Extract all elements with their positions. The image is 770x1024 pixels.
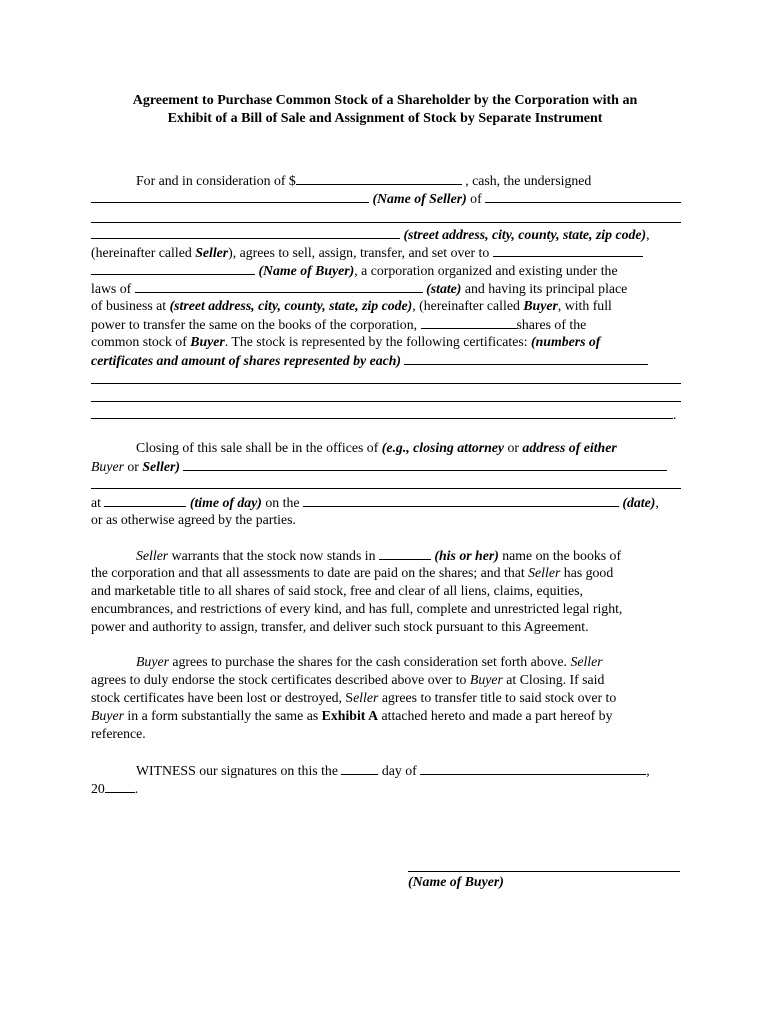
- common-stock-text: common stock of: [91, 334, 187, 349]
- comma-3: ,: [646, 763, 650, 778]
- period: .: [673, 407, 677, 422]
- reference-text: reference.: [91, 726, 146, 741]
- name-on-books-text: name on the books of: [502, 548, 622, 563]
- shares-of-text: shares of the: [516, 317, 587, 332]
- certificates-blank-4[interactable]: [91, 405, 673, 419]
- or-text-2: or: [127, 459, 139, 474]
- laws-of-text: laws of: [91, 281, 132, 296]
- p1-line-11: [91, 351, 681, 369]
- eg-closing-attorney: (e.g., closing attorney: [381, 440, 505, 455]
- p1-line-9: [91, 315, 681, 333]
- p1-line-14: [91, 405, 681, 423]
- certificates-blank-line-3[interactable]: [91, 401, 681, 402]
- encumbrances-text: encumbrances, and restrictions of every kind, and has full, complete and unrestricted legal right,: [91, 601, 623, 616]
- street-address-label: (street address, city, county, state, zip code): [403, 227, 647, 242]
- power-authority-text: power and authority to assign, transfer, and deliver such stock pursuant to this Agreement.: [91, 619, 589, 634]
- buyer-term: Buyer: [523, 298, 558, 313]
- buyer-name-blank-1[interactable]: [493, 243, 643, 257]
- year-blank[interactable]: [105, 779, 135, 793]
- seller-term-3: Seller: [136, 548, 169, 563]
- title-line-1: Agreement to Purchase Common Stock of a Shareholder by the Corporation with an: [132, 93, 638, 108]
- has-good-text: has good: [563, 565, 614, 580]
- power-to-transfer-text: power to transfer the same on the books of the corporation,: [91, 317, 418, 332]
- title-line-2: Exhibit of a Bill of Sale and Assignment of Stock by Separate Instrument: [167, 111, 603, 126]
- substantially-text: in a form substantially the same as: [127, 708, 319, 723]
- address-of-either-label: address of either: [522, 440, 617, 455]
- p1-line-5: [91, 243, 681, 261]
- p1-cash-text: , cash, the undersigned: [465, 173, 592, 188]
- p1-consideration-text: For and in consideration of $: [136, 173, 296, 188]
- buyer-name-blank-2[interactable]: [91, 261, 255, 275]
- street-address-label-2: (street address, city, county, state, zip code): [169, 298, 413, 313]
- name-of-buyer-label: (Name of Buyer): [258, 263, 355, 278]
- period-2: .: [134, 781, 139, 796]
- seller-address-blank[interactable]: [91, 225, 400, 239]
- closing-location-blank-line-2[interactable]: [91, 488, 681, 489]
- p1-line-2: [91, 189, 681, 207]
- p4-line-2: [91, 671, 681, 689]
- time-of-day-label: (time of day): [189, 495, 262, 510]
- closing-location-blank[interactable]: [183, 457, 667, 471]
- buyer-term-5: Buyer: [469, 672, 503, 687]
- state-blank[interactable]: [135, 279, 423, 293]
- p3-line-5: [91, 618, 681, 636]
- p2-line-5: [91, 511, 681, 529]
- p2-line-4: [91, 493, 681, 511]
- buyer-signature-line[interactable]: [408, 871, 680, 872]
- buyer-term-4: Buyer: [136, 654, 169, 669]
- p3-line-2: [91, 564, 681, 582]
- p2-line-2: [91, 457, 681, 475]
- at-text: at: [91, 495, 101, 510]
- represented-text: . The stock is represented by the following certificates:: [224, 334, 528, 349]
- p5-line-2: [91, 779, 681, 797]
- or-text: or: [507, 440, 519, 455]
- certificates-label: certificates and amount of shares represented by each): [91, 353, 402, 368]
- name-of-seller-label: (Name of Seller): [372, 191, 467, 206]
- closing-text: Closing of this sale shall be in the offices of: [136, 440, 379, 455]
- assessments-text: the corporation and that all assessments to date are paid on the shares; and that: [91, 565, 525, 580]
- comma: ,: [646, 227, 650, 242]
- corporation-text: , a corporation organized and existing under the: [354, 263, 618, 278]
- p5-line-1: [91, 761, 681, 779]
- seller-term: Seller: [195, 245, 229, 260]
- seller-name-blank[interactable]: [91, 189, 369, 203]
- buyer-term-6: Buyer: [91, 708, 124, 723]
- p1-line-6: [91, 261, 681, 279]
- buyer-term-3: Buyer: [91, 459, 124, 474]
- hereinafter-text: (hereinafter called: [91, 245, 192, 260]
- of-text: of: [470, 191, 482, 206]
- p2-line-1: [91, 439, 681, 457]
- lost-destroyed-text: stock certificates have been lost or destroyed, S: [91, 690, 354, 705]
- attached-hereto-text: attached hereto and made a part hereof by: [381, 708, 613, 723]
- p4-line-1: [91, 653, 681, 671]
- p1-line-4: [91, 225, 681, 243]
- certificates-blank-line-2[interactable]: [91, 383, 681, 384]
- seller-term-6: eller: [353, 690, 379, 705]
- month-blank[interactable]: [420, 761, 646, 775]
- day-of-text: day of: [381, 763, 417, 778]
- consideration-amount-blank[interactable]: [296, 171, 462, 185]
- state-label: (state): [426, 281, 462, 296]
- endorse-text: agrees to duly endorse the stock certificates described above over to: [91, 672, 467, 687]
- warrants-text: warrants that the stock now stands in: [171, 548, 376, 563]
- p1-line-10: [91, 333, 681, 351]
- on-the-text: on the: [265, 495, 300, 510]
- p3-line-3: [91, 582, 681, 600]
- p4-line-4: [91, 707, 681, 725]
- numbers-of-label: (numbers of: [531, 334, 601, 349]
- transfer-title-text: agrees to transfer title to said stock over to: [381, 690, 617, 705]
- date-label: (date): [622, 495, 656, 510]
- at-closing-text: at Closing. If said: [506, 672, 605, 687]
- his-or-her-label: (his or her): [434, 548, 499, 563]
- p4-line-5: [91, 725, 681, 743]
- seller-term-2: Seller): [142, 459, 180, 474]
- p4-line-3: [91, 689, 681, 707]
- otherwise-agreed-text: or as otherwise agreed by the parties.: [91, 512, 296, 527]
- time-of-day-blank[interactable]: [104, 493, 186, 507]
- business-at-text: of business at: [91, 298, 167, 313]
- p1-line-7: [91, 279, 681, 297]
- p3-line-4: [91, 600, 681, 618]
- p3-line-1: [91, 546, 681, 564]
- buyer-term-2: Buyer: [190, 334, 225, 349]
- shares-count-blank[interactable]: [421, 315, 517, 329]
- certificates-blank[interactable]: [404, 351, 648, 365]
- agrees-to-sell-text: ), agrees to sell, assign, transfer, and set over to: [228, 245, 490, 260]
- p1-line-8: [91, 297, 681, 315]
- buyer-signature-label: (Name of Buyer): [408, 874, 504, 889]
- exhibit-a-label: Exhibit A: [321, 708, 379, 723]
- his-or-her-blank[interactable]: [379, 546, 431, 560]
- marketable-title-text: and marketable title to all shares of said stock, free and clear of all liens, claims, equities,: [91, 583, 583, 598]
- seller-address-blank-line[interactable]: [91, 222, 681, 223]
- seller-term-5: Seller: [570, 654, 603, 669]
- p1-line-1: [91, 171, 681, 189]
- document-title: [60, 92, 710, 128]
- witness-text: WITNESS our signatures on this the: [136, 763, 338, 778]
- seller-term-4: Seller: [528, 565, 561, 580]
- year-prefix: 20: [91, 781, 105, 796]
- with-full-text: , with full: [557, 298, 612, 313]
- principal-place-text: and having its principal place: [464, 281, 628, 296]
- date-blank[interactable]: [303, 493, 619, 507]
- seller-of-blank[interactable]: [485, 189, 681, 203]
- day-blank[interactable]: [341, 761, 378, 775]
- comma-2: ,: [655, 495, 659, 510]
- hereinafter-buyer-text: , (hereinafter called: [412, 298, 520, 313]
- agrees-to-purchase-text: agrees to purchase the shares for the cash consideration set forth above.: [172, 654, 567, 669]
